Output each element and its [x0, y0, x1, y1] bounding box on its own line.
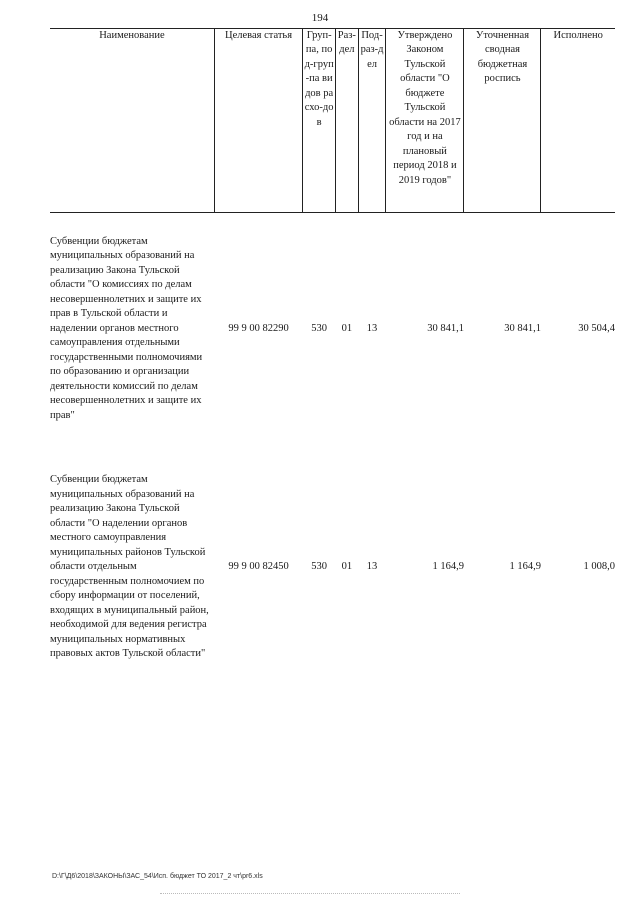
table-row	[50, 473, 615, 661]
row-group: 530	[311, 322, 327, 334]
budget-table	[50, 28, 615, 662]
header-refined: Уточненная сводная бюджетная роспись	[464, 29, 541, 213]
table-row	[50, 235, 615, 423]
file-path-footer: D:\Г\Д6\2018\ЗАКОНЫ\ЗАС_54\Исп. бюджет ТО 2017_2 чт\pr6.xls	[52, 873, 263, 880]
row-subsection: 13	[366, 561, 378, 573]
spacer-row	[50, 213, 615, 236]
row-executed: 1 008,0	[583, 561, 615, 573]
row-approved: 1 164,9	[432, 561, 464, 573]
header-row	[50, 29, 615, 213]
header-target: Целевая статья	[214, 29, 302, 213]
row-refined: 30 841,1	[504, 322, 541, 334]
row-subsection: 13	[366, 322, 378, 334]
row-approved: 30 841,1	[427, 322, 464, 334]
row-name: Субвенции бюджетам муниципальных образований на реализацию Закона Тульской области "О наделении органов местного самоуправления муниципальных районов Тульской области отдельным государственным полномочием по сбору информации от поселений, входящих в муниципальный район, необходимой для ведения регистра муниципальных нормативных правовых актов Тульской области"	[50, 474, 209, 660]
row-section: 01	[341, 322, 353, 334]
row-group: 530	[311, 561, 327, 573]
row-refined: 1 164,9	[509, 561, 541, 573]
header-section: Раз-дел	[336, 29, 359, 213]
row-name: Субвенции бюджетам муниципальных образований на реализацию Закона Тульской области "О комиссиях по делам несовершеннолетних и защите их прав в Тульской области и наделении органов местного самоуправления отдельными государственными полномочиями по образованию и организации деятельности комиссий по делам несовершеннолетних и защите их прав"	[50, 236, 203, 421]
header-group: Груп-па, под-груп-па видов расхо-дов	[303, 29, 336, 213]
header-approved: Утверждено Законом Тульской области "О бюджете Тульской области на 2017 год и на плановый период 2018 и 2019 годов"	[386, 29, 464, 213]
spacer-row	[50, 423, 615, 473]
bottom-divider	[160, 893, 460, 894]
header-name: Наименование	[50, 29, 214, 213]
header-executed: Исполнено	[541, 29, 615, 213]
row-target: 99 9 00 82290	[228, 322, 289, 334]
row-section: 01	[341, 561, 353, 573]
row-target: 99 9 00 82450	[228, 561, 289, 573]
row-executed: 30 504,4	[578, 322, 615, 334]
header-subsection: Под-раз-дел	[358, 29, 386, 213]
page-number: 194	[311, 12, 329, 24]
